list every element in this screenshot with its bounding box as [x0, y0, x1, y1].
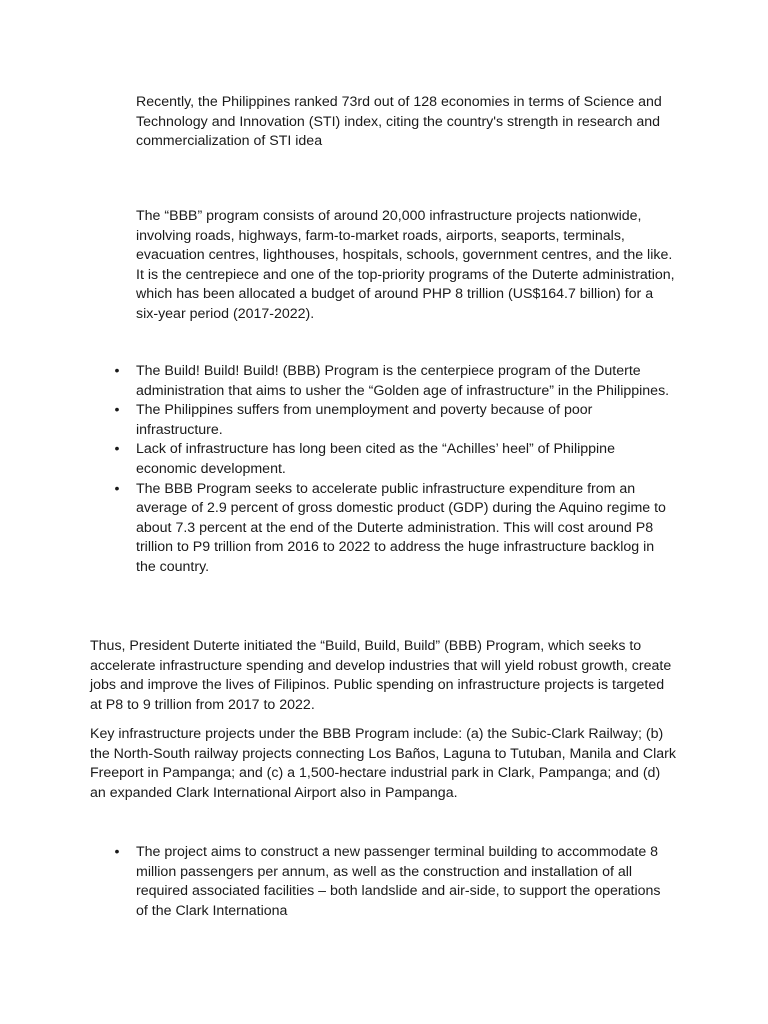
list-item — [114, 440, 676, 479]
paragraph-key-projects: Key infrastructure projects under the BBB Program include: (a) the Subic-Clark Railway; (b) the North-South railway projects connecting Los Baños, Laguna to Tutuban, Manila and Clark Freeport in Pampanga; and (c) a 1,500-hectare industrial park in Clark, Pampanga; and (d) an expanded Clark International Airport also in Pampanga. — [90, 726, 676, 801]
paragraph-sti-ranking: Recently, the Philippines ranked 73rd out of 128 economies in terms of Science and Technology and Innovation (STI) index, citing the country's strength in research and commercialization of STI idea — [136, 94, 662, 150]
bullet-list-clark-airport — [114, 843, 676, 921]
list-item — [114, 843, 676, 921]
list-item — [114, 480, 676, 578]
list-item-text: The project aims to construct a new passenger terminal building to accommodate 8 million passengers per annum, as well as the construction and installation of all required associated facilities – both landslide and air-side, to support the operations of the Clark Internationa — [136, 844, 661, 919]
bullet-icon: • — [114, 480, 120, 497]
bullet-icon: • — [114, 844, 120, 860]
list-item — [114, 362, 676, 401]
list-item — [114, 401, 676, 440]
list-item-text: The Build! Build! Build! (BBB) Program is the centerpiece program of the Duterte administration that aims to usher the “Golden age of infrastructure” in the Philippines. — [136, 363, 670, 399]
list-item-text: The Philippines suffers from unemployment and poverty because of poor infrastructure. — [136, 402, 593, 438]
bullet-icon: • — [114, 441, 120, 458]
list-item-text: The BBB Program seeks to accelerate public infrastructure expenditure from an average of 2.9 percent of gross domestic product (GDP) during the Aquino regime to about 7.3 percent at the end of the Duterte administration. This will cost around P8 trillion to P9 trillion from 2016 to 2022 to address the huge infrastructure backlog in the country. — [136, 480, 666, 575]
bullet-icon: • — [114, 363, 120, 379]
bullet-list-bbb-facts — [114, 362, 676, 578]
paragraph-bbb-overview: The “BBB” program consists of around 20,000 infrastructure projects nationwide, involving roads, highways, farm-to-market roads, airports, seaports, terminals, evacuation centres, lighthouses, hospitals, schools, government centres, and the like. It is the centrepiece and one of the top-priority programs of the Duterte administration, which has been allocated a budget of around PHP 8 trillion (US$164.7 billion) for a six-year period (2017-2022). — [136, 208, 675, 322]
bullet-icon: • — [114, 402, 120, 419]
list-item-text: Lack of infrastructure has long been cited as the “Achilles’ heel” of Philippine economic development. — [136, 441, 615, 477]
paragraph-duterte-initiative: Thus, President Duterte initiated the “Build, Build, Build” (BBB) Program, which seeks to accelerate infrastructure spending and develop industries that will yield robust growth, create jobs and improve the lives of Filipinos. Public spending on infrastructure projects is targeted at P8 to 9 trillion from 2017 to 2022. — [90, 638, 672, 713]
